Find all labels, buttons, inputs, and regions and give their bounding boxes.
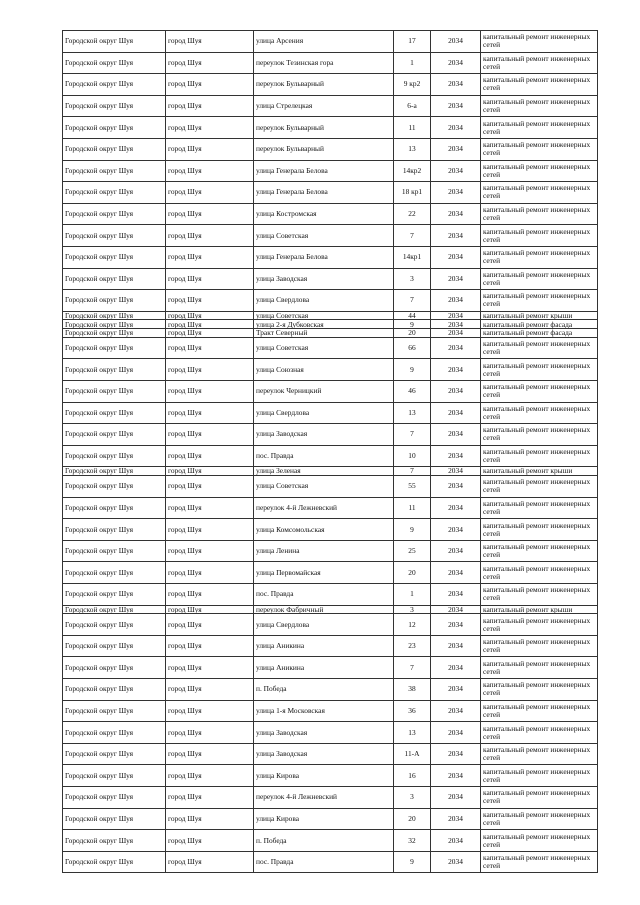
house-cell: 7: [394, 657, 431, 679]
house-cell: 16: [394, 765, 431, 787]
work-type-cell: капитальный ремонт инженерных сетей: [481, 359, 598, 381]
house-cell: 20: [394, 329, 431, 338]
table-row: [63, 497, 598, 519]
street-cell: переулок Бульварный: [254, 117, 394, 139]
district-cell: Городской округ Шуя: [63, 497, 166, 519]
year-cell: 2034: [431, 787, 481, 809]
house-cell: 9 кр2: [394, 74, 431, 96]
year-cell: 2034: [431, 584, 481, 606]
city-cell: город Шуя: [166, 467, 254, 476]
district-cell: Городской округ Шуя: [63, 52, 166, 74]
work-type-cell: капитальный ремонт инженерных сетей: [481, 246, 598, 268]
street-cell: пос. Правда: [254, 851, 394, 873]
year-cell: 2034: [431, 359, 481, 381]
house-cell: 12: [394, 614, 431, 636]
district-cell: Городской округ Шуя: [63, 679, 166, 701]
house-cell: 13: [394, 138, 431, 160]
district-cell: Городской округ Шуя: [63, 182, 166, 204]
work-type-cell: капитальный ремонт инженерных сетей: [481, 743, 598, 765]
work-type-cell: капитальный ремонт инженерных сетей: [481, 679, 598, 701]
year-cell: 2034: [431, 851, 481, 873]
house-cell: 6-а: [394, 95, 431, 117]
year-cell: 2034: [431, 722, 481, 744]
work-type-cell: капитальный ремонт инженерных сетей: [481, 830, 598, 852]
work-type-cell: капитальный ремонт инженерных сетей: [481, 402, 598, 424]
district-cell: Городской округ Шуя: [63, 635, 166, 657]
table-row: [63, 402, 598, 424]
city-cell: город Шуя: [166, 787, 254, 809]
street-cell: улица Аникина: [254, 635, 394, 657]
work-type-cell: капитальный ремонт фасада: [481, 320, 598, 329]
repair-schedule-table: [62, 30, 598, 873]
table-row: [63, 74, 598, 96]
table-row: [63, 787, 598, 809]
house-cell: 1: [394, 584, 431, 606]
street-cell: переулок Фабричный: [254, 605, 394, 614]
city-cell: город Шуя: [166, 743, 254, 765]
year-cell: 2034: [431, 290, 481, 312]
house-cell: 18 кр1: [394, 182, 431, 204]
table-row: [63, 562, 598, 584]
table-row: [63, 268, 598, 290]
house-cell: 20: [394, 808, 431, 830]
year-cell: 2034: [431, 74, 481, 96]
city-cell: город Шуя: [166, 722, 254, 744]
work-type-cell: капитальный ремонт крыши: [481, 605, 598, 614]
year-cell: 2034: [431, 337, 481, 359]
street-cell: улица Советская: [254, 311, 394, 320]
year-cell: 2034: [431, 311, 481, 320]
year-cell: 2034: [431, 614, 481, 636]
city-cell: город Шуя: [166, 424, 254, 446]
district-cell: Городской округ Шуя: [63, 290, 166, 312]
district-cell: Городской округ Шуя: [63, 851, 166, 873]
work-type-cell: капитальный ремонт инженерных сетей: [481, 562, 598, 584]
district-cell: Городской округ Шуя: [63, 320, 166, 329]
street-cell: улица Стрелецкая: [254, 95, 394, 117]
table-row: [63, 320, 598, 329]
work-type-cell: капитальный ремонт инженерных сетей: [481, 540, 598, 562]
year-cell: 2034: [431, 160, 481, 182]
work-type-cell: капитальный ремонт инженерных сетей: [481, 497, 598, 519]
city-cell: город Шуя: [166, 402, 254, 424]
district-cell: Городской округ Шуя: [63, 225, 166, 247]
house-cell: 11: [394, 117, 431, 139]
street-cell: улица Советская: [254, 476, 394, 498]
district-cell: Городской округ Шуя: [63, 519, 166, 541]
year-cell: 2034: [431, 182, 481, 204]
work-type-cell: капитальный ремонт инженерных сетей: [481, 203, 598, 225]
district-cell: Городской округ Шуя: [63, 657, 166, 679]
table-row: [63, 679, 598, 701]
year-cell: 2034: [431, 497, 481, 519]
city-cell: город Шуя: [166, 830, 254, 852]
house-cell: 10: [394, 445, 431, 467]
street-cell: переулок Тезинская гора: [254, 52, 394, 74]
table-row: [63, 246, 598, 268]
table-row: [63, 359, 598, 381]
city-cell: город Шуя: [166, 635, 254, 657]
street-cell: улица Ленина: [254, 540, 394, 562]
street-cell: улица Первомайская: [254, 562, 394, 584]
street-cell: п. Победа: [254, 679, 394, 701]
street-cell: улица Зеленая: [254, 467, 394, 476]
street-cell: улица Советская: [254, 337, 394, 359]
city-cell: город Шуя: [166, 225, 254, 247]
table-row: [63, 182, 598, 204]
table-row: [63, 765, 598, 787]
city-cell: город Шуя: [166, 329, 254, 338]
street-cell: улица Аникина: [254, 657, 394, 679]
work-type-cell: капитальный ремонт инженерных сетей: [481, 519, 598, 541]
year-cell: 2034: [431, 246, 481, 268]
street-cell: п. Победа: [254, 830, 394, 852]
district-cell: Городской округ Шуя: [63, 445, 166, 467]
year-cell: 2034: [431, 320, 481, 329]
table-row: [63, 851, 598, 873]
year-cell: 2034: [431, 31, 481, 53]
district-cell: Городской округ Шуя: [63, 402, 166, 424]
city-cell: город Шуя: [166, 268, 254, 290]
table-row: [63, 605, 598, 614]
district-cell: Городской округ Шуя: [63, 476, 166, 498]
table-row: [63, 203, 598, 225]
city-cell: город Шуя: [166, 311, 254, 320]
table-row: [63, 31, 598, 53]
district-cell: Городской округ Шуя: [63, 380, 166, 402]
district-cell: Городской округ Шуя: [63, 562, 166, 584]
city-cell: город Шуя: [166, 359, 254, 381]
house-cell: 13: [394, 402, 431, 424]
city-cell: город Шуя: [166, 380, 254, 402]
street-cell: улица Комсомольская: [254, 519, 394, 541]
district-cell: Городской округ Шуя: [63, 787, 166, 809]
street-cell: улица Кирова: [254, 808, 394, 830]
table-row: [63, 743, 598, 765]
year-cell: 2034: [431, 380, 481, 402]
district-cell: Городской округ Шуя: [63, 700, 166, 722]
table-row: [63, 476, 598, 498]
city-cell: город Шуя: [166, 614, 254, 636]
city-cell: город Шуя: [166, 320, 254, 329]
house-cell: 9: [394, 851, 431, 873]
work-type-cell: капитальный ремонт инженерных сетей: [481, 722, 598, 744]
city-cell: город Шуя: [166, 74, 254, 96]
district-cell: Городской округ Шуя: [63, 246, 166, 268]
year-cell: 2034: [431, 700, 481, 722]
table-row: [63, 657, 598, 679]
street-cell: улица Заводская: [254, 743, 394, 765]
house-cell: 66: [394, 337, 431, 359]
house-cell: 1: [394, 52, 431, 74]
district-cell: Городской округ Шуя: [63, 160, 166, 182]
year-cell: 2034: [431, 203, 481, 225]
city-cell: город Шуя: [166, 138, 254, 160]
house-cell: 44: [394, 311, 431, 320]
house-cell: 3: [394, 268, 431, 290]
work-type-cell: капитальный ремонт инженерных сетей: [481, 765, 598, 787]
district-cell: Городской округ Шуя: [63, 138, 166, 160]
work-type-cell: капитальный ремонт инженерных сетей: [481, 700, 598, 722]
house-cell: 17: [394, 31, 431, 53]
table-row: [63, 614, 598, 636]
table-row: [63, 445, 598, 467]
table-row: [63, 160, 598, 182]
year-cell: 2034: [431, 679, 481, 701]
street-cell: улица Заводская: [254, 722, 394, 744]
table-row: [63, 311, 598, 320]
street-cell: улица Костромская: [254, 203, 394, 225]
house-cell: 32: [394, 830, 431, 852]
city-cell: город Шуя: [166, 203, 254, 225]
house-cell: 9: [394, 519, 431, 541]
district-cell: Городской округ Шуя: [63, 337, 166, 359]
district-cell: Городской округ Шуя: [63, 722, 166, 744]
house-cell: 7: [394, 225, 431, 247]
table-row: [63, 722, 598, 744]
work-type-cell: капитальный ремонт инженерных сетей: [481, 851, 598, 873]
district-cell: Городской округ Шуя: [63, 540, 166, 562]
street-cell: переулок Бульварный: [254, 138, 394, 160]
work-type-cell: капитальный ремонт инженерных сетей: [481, 787, 598, 809]
year-cell: 2034: [431, 329, 481, 338]
house-cell: 11-А: [394, 743, 431, 765]
street-cell: улица Заводская: [254, 424, 394, 446]
work-type-cell: капитальный ремонт инженерных сетей: [481, 138, 598, 160]
city-cell: город Шуя: [166, 765, 254, 787]
work-type-cell: капитальный ремонт инженерных сетей: [481, 117, 598, 139]
year-cell: 2034: [431, 605, 481, 614]
street-cell: Тракт Северный: [254, 329, 394, 338]
year-cell: 2034: [431, 519, 481, 541]
year-cell: 2034: [431, 467, 481, 476]
district-cell: Городской округ Шуя: [63, 117, 166, 139]
work-type-cell: капитальный ремонт инженерных сетей: [481, 584, 598, 606]
street-cell: улица Генерала Белова: [254, 182, 394, 204]
house-cell: 22: [394, 203, 431, 225]
city-cell: город Шуя: [166, 562, 254, 584]
city-cell: город Шуя: [166, 851, 254, 873]
table-row: [63, 117, 598, 139]
year-cell: 2034: [431, 424, 481, 446]
street-cell: переулок 4-й Лежневский: [254, 787, 394, 809]
work-type-cell: капитальный ремонт инженерных сетей: [481, 337, 598, 359]
city-cell: город Шуя: [166, 519, 254, 541]
work-type-cell: капитальный ремонт крыши: [481, 467, 598, 476]
year-cell: 2034: [431, 476, 481, 498]
house-cell: 36: [394, 700, 431, 722]
table-row: [63, 95, 598, 117]
house-cell: 13: [394, 722, 431, 744]
work-type-cell: капитальный ремонт инженерных сетей: [481, 808, 598, 830]
year-cell: 2034: [431, 117, 481, 139]
district-cell: Городской округ Шуя: [63, 268, 166, 290]
city-cell: город Шуя: [166, 605, 254, 614]
house-cell: 7: [394, 467, 431, 476]
table-row: [63, 808, 598, 830]
house-cell: 7: [394, 424, 431, 446]
table-row: [63, 424, 598, 446]
year-cell: 2034: [431, 540, 481, 562]
table-row: [63, 225, 598, 247]
district-cell: Городской округ Шуя: [63, 765, 166, 787]
year-cell: 2034: [431, 635, 481, 657]
year-cell: 2034: [431, 562, 481, 584]
district-cell: Городской округ Шуя: [63, 584, 166, 606]
street-cell: переулок Бульварный: [254, 74, 394, 96]
house-cell: 46: [394, 380, 431, 402]
city-cell: город Шуя: [166, 445, 254, 467]
district-cell: Городской округ Шуя: [63, 74, 166, 96]
house-cell: 55: [394, 476, 431, 498]
district-cell: Городской округ Шуя: [63, 31, 166, 53]
house-cell: 25: [394, 540, 431, 562]
house-cell: 9: [394, 359, 431, 381]
house-cell: 14кр1: [394, 246, 431, 268]
district-cell: Городской округ Шуя: [63, 605, 166, 614]
work-type-cell: капитальный ремонт инженерных сетей: [481, 657, 598, 679]
city-cell: город Шуя: [166, 476, 254, 498]
district-cell: Городской округ Шуя: [63, 743, 166, 765]
district-cell: Городской округ Шуя: [63, 329, 166, 338]
city-cell: город Шуя: [166, 700, 254, 722]
house-cell: 23: [394, 635, 431, 657]
district-cell: Городской округ Шуя: [63, 203, 166, 225]
street-cell: улица Советская: [254, 225, 394, 247]
house-cell: 9: [394, 320, 431, 329]
work-type-cell: капитальный ремонт инженерных сетей: [481, 182, 598, 204]
work-type-cell: капитальный ремонт инженерных сетей: [481, 52, 598, 74]
city-cell: город Шуя: [166, 52, 254, 74]
street-cell: переулок 4-й Лежневский: [254, 497, 394, 519]
work-type-cell: капитальный ремонт инженерных сетей: [481, 614, 598, 636]
table-row: [63, 337, 598, 359]
table-row: [63, 635, 598, 657]
year-cell: 2034: [431, 657, 481, 679]
district-cell: Городской округ Шуя: [63, 614, 166, 636]
district-cell: Городской округ Шуя: [63, 359, 166, 381]
district-cell: Городской округ Шуя: [63, 95, 166, 117]
house-cell: 7: [394, 290, 431, 312]
street-cell: улица Генерала Белова: [254, 246, 394, 268]
work-type-cell: капитальный ремонт инженерных сетей: [481, 380, 598, 402]
table-row: [63, 52, 598, 74]
year-cell: 2034: [431, 445, 481, 467]
city-cell: город Шуя: [166, 95, 254, 117]
city-cell: город Шуя: [166, 290, 254, 312]
city-cell: город Шуя: [166, 808, 254, 830]
city-cell: город Шуя: [166, 497, 254, 519]
street-cell: улица Заводская: [254, 268, 394, 290]
district-cell: Городской округ Шуя: [63, 808, 166, 830]
city-cell: город Шуя: [166, 31, 254, 53]
year-cell: 2034: [431, 402, 481, 424]
city-cell: город Шуя: [166, 246, 254, 268]
work-type-cell: капитальный ремонт инженерных сетей: [481, 290, 598, 312]
table-row: [63, 329, 598, 338]
house-cell: 3: [394, 605, 431, 614]
year-cell: 2034: [431, 808, 481, 830]
table-row: [63, 290, 598, 312]
work-type-cell: капитальный ремонт крыши: [481, 311, 598, 320]
district-cell: Городской округ Шуя: [63, 467, 166, 476]
work-type-cell: капитальный ремонт инженерных сетей: [481, 476, 598, 498]
street-cell: пос. Правда: [254, 584, 394, 606]
work-type-cell: капитальный ремонт инженерных сетей: [481, 160, 598, 182]
district-cell: Городской округ Шуя: [63, 311, 166, 320]
table-body: [63, 31, 598, 873]
table-row: [63, 830, 598, 852]
street-cell: улица Свердлова: [254, 402, 394, 424]
work-type-cell: капитальный ремонт инженерных сетей: [481, 74, 598, 96]
city-cell: город Шуя: [166, 182, 254, 204]
street-cell: улица Генерала Белова: [254, 160, 394, 182]
street-cell: пос. Правда: [254, 445, 394, 467]
year-cell: 2034: [431, 268, 481, 290]
house-cell: 11: [394, 497, 431, 519]
city-cell: город Шуя: [166, 117, 254, 139]
city-cell: город Шуя: [166, 679, 254, 701]
work-type-cell: капитальный ремонт инженерных сетей: [481, 424, 598, 446]
year-cell: 2034: [431, 830, 481, 852]
year-cell: 2034: [431, 765, 481, 787]
table-row: [63, 380, 598, 402]
table-row: [63, 700, 598, 722]
street-cell: улица Союзная: [254, 359, 394, 381]
work-type-cell: капитальный ремонт инженерных сетей: [481, 268, 598, 290]
district-cell: Городской округ Шуя: [63, 424, 166, 446]
house-cell: 38: [394, 679, 431, 701]
work-type-cell: капитальный ремонт фасада: [481, 329, 598, 338]
street-cell: улица Свердлова: [254, 290, 394, 312]
city-cell: город Шуя: [166, 540, 254, 562]
house-cell: 3: [394, 787, 431, 809]
street-cell: улица Арсения: [254, 31, 394, 53]
work-type-cell: капитальный ремонт инженерных сетей: [481, 225, 598, 247]
house-cell: 20: [394, 562, 431, 584]
street-cell: улица Кирова: [254, 765, 394, 787]
district-cell: Городской округ Шуя: [63, 830, 166, 852]
table-row: [63, 138, 598, 160]
house-cell: 14кр2: [394, 160, 431, 182]
year-cell: 2034: [431, 225, 481, 247]
work-type-cell: капитальный ремонт инженерных сетей: [481, 635, 598, 657]
street-cell: улица 2-я Дубковская: [254, 320, 394, 329]
street-cell: переулок Черницкий: [254, 380, 394, 402]
city-cell: город Шуя: [166, 160, 254, 182]
street-cell: улица 1-я Московская: [254, 700, 394, 722]
table-row: [63, 584, 598, 606]
year-cell: 2034: [431, 52, 481, 74]
city-cell: город Шуя: [166, 337, 254, 359]
work-type-cell: капитальный ремонт инженерных сетей: [481, 445, 598, 467]
city-cell: город Шуя: [166, 657, 254, 679]
year-cell: 2034: [431, 743, 481, 765]
street-cell: улица Свердлова: [254, 614, 394, 636]
year-cell: 2034: [431, 95, 481, 117]
city-cell: город Шуя: [166, 584, 254, 606]
year-cell: 2034: [431, 138, 481, 160]
work-type-cell: капитальный ремонт инженерных сетей: [481, 31, 598, 53]
table-row: [63, 467, 598, 476]
table-row: [63, 540, 598, 562]
work-type-cell: капитальный ремонт инженерных сетей: [481, 95, 598, 117]
table-row: [63, 519, 598, 541]
